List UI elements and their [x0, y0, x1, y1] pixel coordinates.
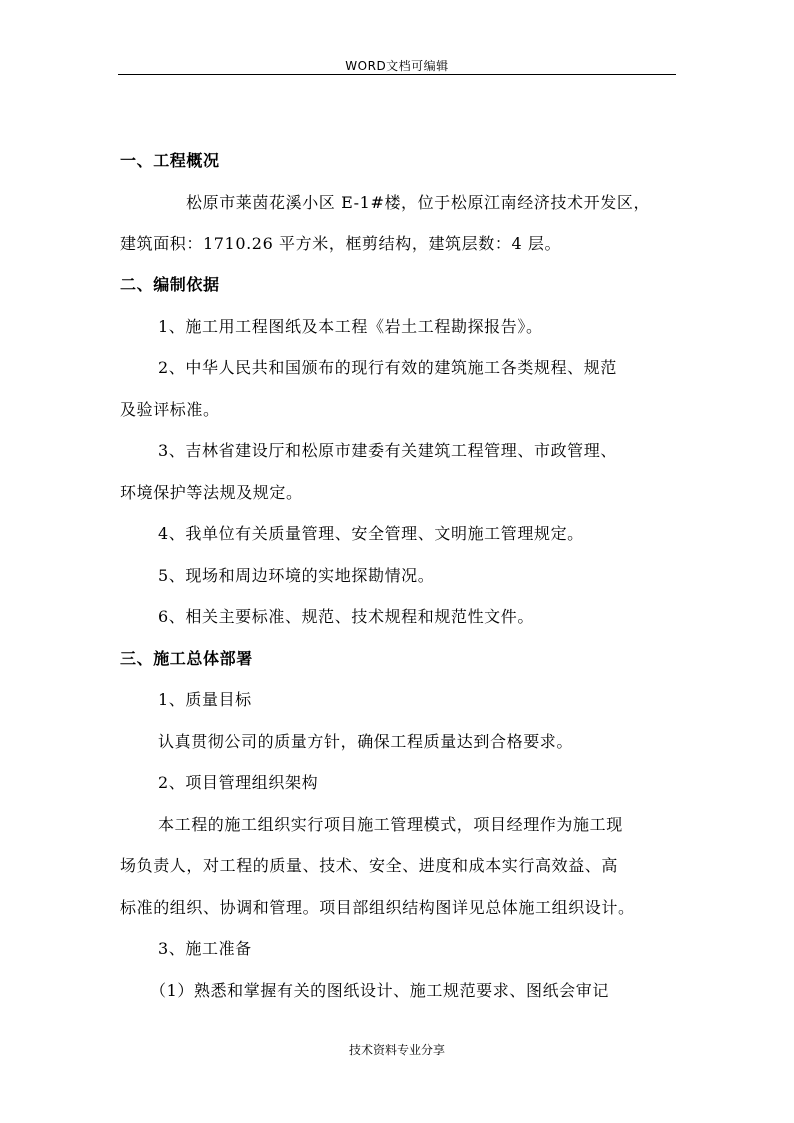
page-footer: 技术资料专业分享	[348, 1043, 445, 1057]
paragraph-line: 标准的组织、协调和管理。项目部组织结构图详见总体施工组织设计。	[120, 898, 635, 917]
header-divider	[118, 74, 676, 75]
list-item: （1）熟悉和掌握有关的图纸设计、施工规范要求、图纸会审记	[150, 981, 609, 1000]
section-3-heading: 三、施工总体部署	[120, 649, 253, 668]
list-item: 4、我单位有关质量管理、安全管理、文明施工管理规定。	[158, 524, 584, 543]
list-item-continuation: 及验评标准。	[120, 400, 220, 419]
list-item-continuation: 环境保护等法规及规定。	[120, 483, 303, 502]
subsection-heading: 2、项目管理组织架构	[158, 773, 319, 792]
list-item: 3、吉林省建设厅和松原市建委有关建筑工程管理、市政管理、	[158, 441, 617, 460]
list-item: 6、相关主要标准、规范、技术规程和规范性文件。	[158, 607, 534, 626]
subsection-heading: 3、施工准备	[158, 939, 252, 958]
section-1-heading: 一、工程概况	[120, 151, 220, 170]
paragraph-line: 本工程的施工组织实行项目施工管理模式，项目经理作为施工现	[158, 815, 623, 834]
paragraph-line: 认真贯彻公司的质量方针，确保工程质量达到合格要求。	[158, 732, 574, 751]
paragraph-line: 建筑面积：1710.26 平方米，框剪结构，建筑层数：4 层。	[120, 234, 562, 253]
list-item: 2、中华人民共和国颁布的现行有效的建筑施工各类规程、规范	[158, 358, 617, 377]
list-item: 1、施工用工程图纸及本工程《岩土工程勘探报告》。	[158, 317, 543, 336]
subsection-heading: 1、质量目标	[158, 690, 252, 709]
page-header: WORD文档可编辑	[345, 59, 449, 73]
paragraph-line: 松原市莱茵花溪小区 E-1#楼，位于松原江南经济技术开发区，	[186, 193, 651, 212]
section-2-heading: 二、编制依据	[120, 275, 220, 294]
list-item: 5、现场和周边环境的实地探勘情况。	[158, 566, 435, 585]
paragraph-line: 场负责人，对工程的质量、技术、安全、进度和成本实行高效益、高	[120, 856, 619, 875]
